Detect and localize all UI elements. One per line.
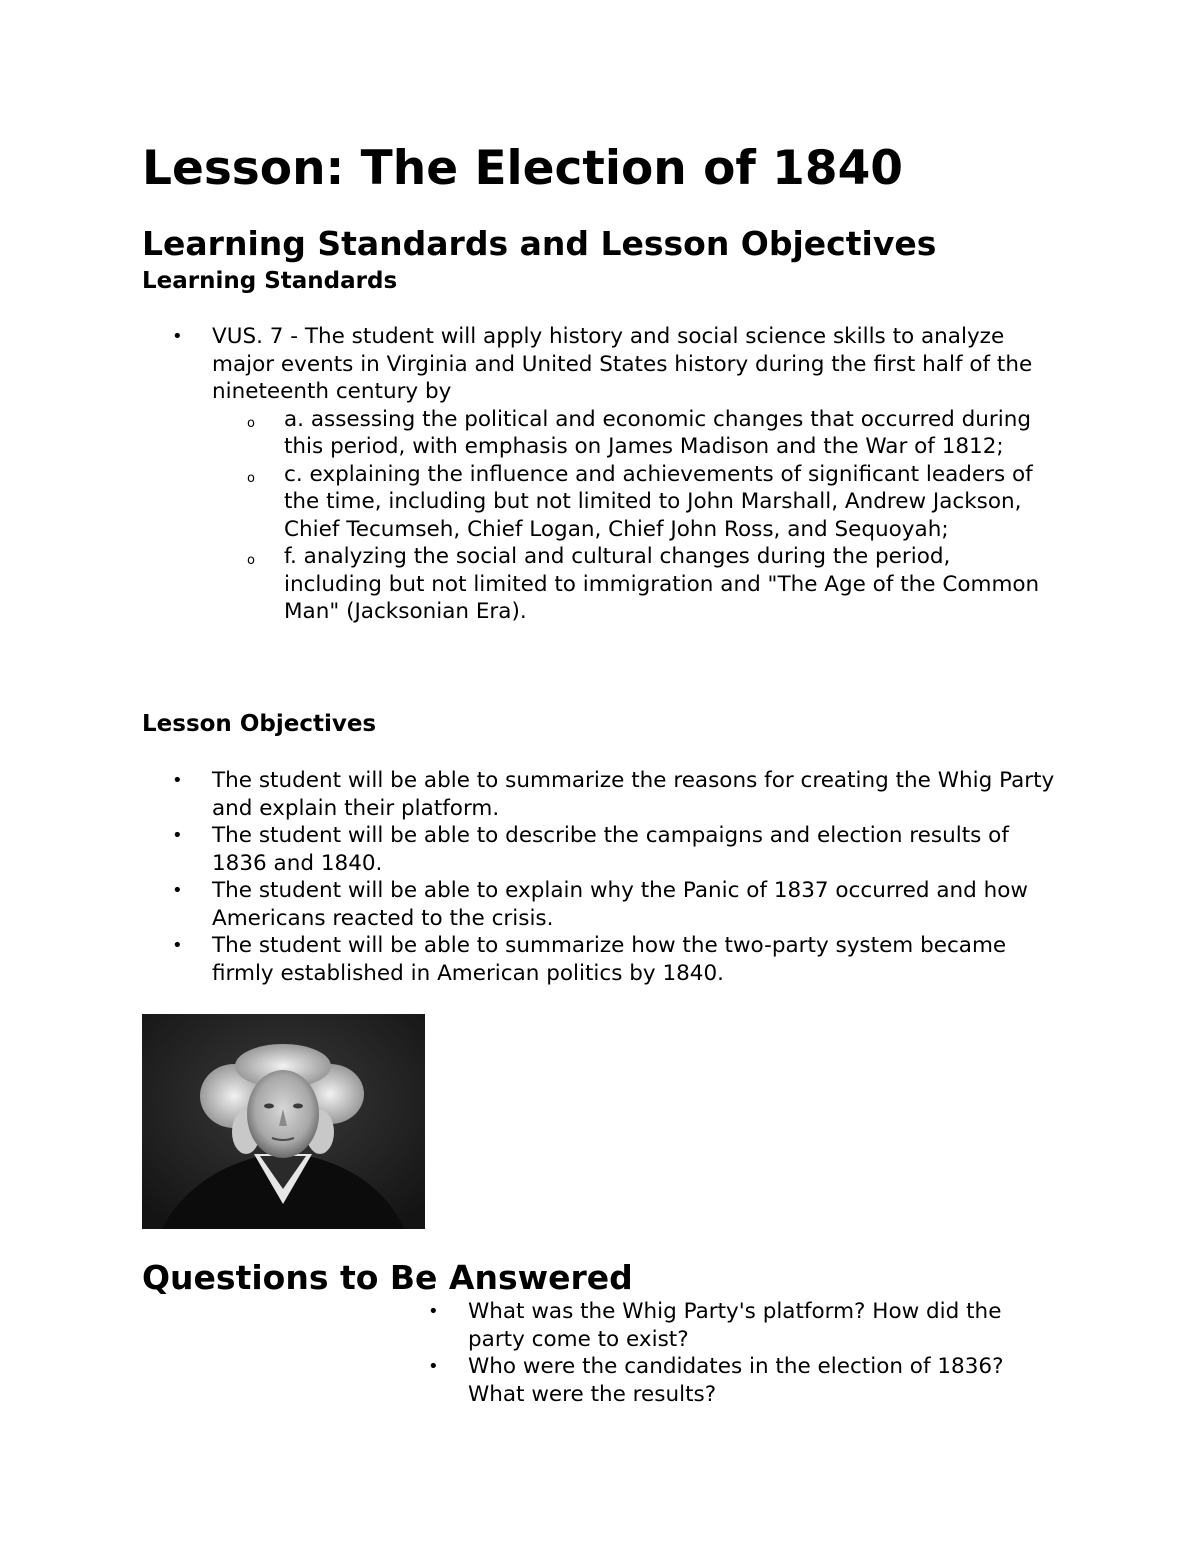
section-heading-questions: Questions to Be Answered	[142, 1258, 633, 1297]
section-heading-standards-objectives: Learning Standards and Lesson Objectives	[142, 224, 937, 263]
list-item-substandard	[212, 406, 1052, 461]
portrait-image	[142, 1014, 425, 1229]
substandard-text: a. assessing the political and economic changes that occurred during this period, with emphasis on James Madison and the War of 1812;	[284, 406, 1032, 459]
question-text: Who were the candidates in the election of 1836? What were the results?	[468, 1354, 1004, 1407]
list-item-objective	[142, 767, 1062, 822]
standard-sublist	[212, 406, 1052, 626]
objective-text: The student will be able to summarize the reasons for creating the Whig Party and explain their platform.	[212, 768, 1055, 821]
objectives-list	[142, 767, 1062, 987]
list-item-question	[398, 1353, 1058, 1408]
circle-bullet-icon: o	[247, 415, 255, 431]
question-text: What was the Whig Party's platform? How did the party come to exist?	[468, 1299, 1002, 1352]
standards-list	[142, 323, 1052, 626]
bullet-icon: •	[172, 935, 183, 956]
objective-text: The student will be able to summarize how the two-party system became firmly established in American politics by 1840.	[212, 933, 1007, 986]
objective-text: The student will be able to describe the campaigns and election results of 1836 and 1840.	[212, 823, 1009, 876]
subheading-lesson-objectives: Lesson Objectives	[142, 711, 377, 737]
list-item-substandard	[212, 461, 1052, 544]
questions-list	[398, 1298, 1058, 1408]
circle-bullet-icon: o	[247, 553, 255, 568]
bullet-icon: •	[172, 326, 183, 347]
substandard-text: c. explaining the influence and achievements of significant leaders of the time, including but not limited to John Marshall, Andrew Jackson, Chief Tecumseh, Chief Logan, Chief John Ross, and Sequoyah;	[284, 461, 1033, 542]
list-item-standard	[142, 323, 1052, 626]
list-item-question	[398, 1298, 1058, 1353]
bullet-icon: •	[172, 825, 183, 846]
objective-text: The student will be able to explain why the Panic of 1837 occurred and how Americans reacted to the crisis.	[212, 878, 1029, 931]
portrait-photo-icon	[142, 1014, 425, 1229]
bullet-icon: •	[172, 880, 183, 901]
list-item-objective	[142, 932, 1062, 987]
bullet-icon: •	[172, 770, 183, 791]
substandard-text: f. analyzing the social and cultural changes during the period, including but not limited to immigration and "The Age of the Common Man" (Jacksonian Era).	[284, 544, 1040, 624]
list-item-objective	[142, 822, 1062, 877]
circle-bullet-icon: o	[247, 470, 255, 486]
standard-text: VUS. 7 - The student will apply history and social science skills to analyze major events in Virginia and United States history during the first half of the nineteenth century by	[212, 324, 1033, 404]
bullet-icon: •	[428, 1356, 439, 1377]
subheading-learning-standards: Learning Standards	[142, 268, 398, 294]
list-item-objective	[142, 877, 1062, 932]
page-title: Lesson: The Election of 1840	[142, 141, 903, 196]
list-item-substandard	[212, 543, 1052, 626]
bullet-icon: •	[428, 1301, 439, 1322]
